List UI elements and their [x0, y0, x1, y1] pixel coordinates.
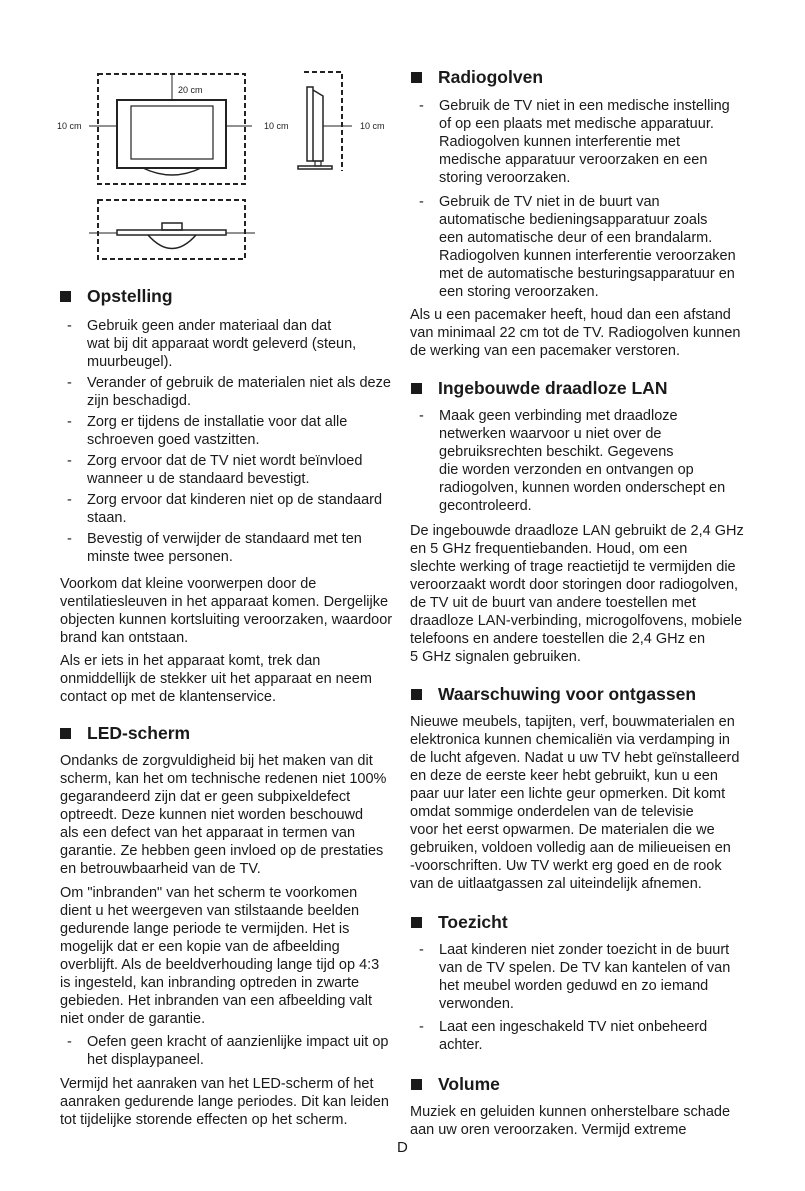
list-item: - Bevestig of verwijder de standaard met ten minste twee personen. [67, 531, 362, 565]
paragraph: Vermijd het aanraken van het LED-scherm of het aanraken gedurende lange periodes. Dit kan leiden tot tijdelijke storende effecten op het scherm. [60, 1076, 389, 1128]
bullet-square-icon [411, 72, 422, 83]
bullet-square-icon [60, 291, 71, 302]
section-heading-ontgassen [409, 683, 754, 705]
tv-front-icon [117, 100, 226, 168]
section-heading-volume [409, 1073, 754, 1095]
lan-list [412, 407, 757, 518]
section-heading-opstelling [58, 285, 398, 307]
paragraph: Nieuwe meubels, tapijten, verf, bouwmaterialen en elektronica kunnen chemicaliën via verdamping in de lucht afgeven. Nadat u uw TV hebt geïnstalleerd en deze de eerste keer hebt gebruikt, kun u een paar uur later een lichte geur opmerken. Dit komt omdat sommige onderdelen van de televisie voor het eerst opwarmen. De materialen die we gebruiken, voldoen volledig aan de milieueisen en -voorschriften. Uw TV werkt erg goed en de rook van de uitlaatgassen zal uiteindelijk afnemen. [410, 714, 740, 892]
right-gap-label: 10 cm [264, 121, 289, 131]
paragraph: Ondanks de zorgvuldigheid bij het maken van dit scherm, kan het om technische redenen niet 100% gegarandeerd zijn dat er geen subpixeldefect optreedt. Deze kunnen niet worden beschouwd als een defect van het apparaat in termen van garantie. Ze hebben geen invloed op de prestaties en betrouwbaarheid van de TV. [60, 753, 387, 877]
list-item: - Gebruik de TV niet in een medische instelling of op een plaats met medische apparatuur. Radiogolven kunnen interferentie met medische apparatuur veroorzaken en een storing veroorzaken. [419, 98, 730, 186]
paragraph: De ingebouwde draadloze LAN gebruikt de 2,4 GHz en 5 GHz frequentiebanden. Houd, om een slechte werking of trage reactietijd te vermijden die veroorzaakt wordt door storingen door radiogolven, de TV uit de buurt van andere toestellen met draadloze LAN-verbinding, microgolfovens, mobiele telefoons en andere toestellen die 2,4 GHz en 5 GHz signalen gebruiken. [410, 523, 744, 665]
section-heading-lan [409, 377, 754, 399]
heading-text: LED-scherm [87, 723, 191, 743]
bullet-square-icon [411, 917, 422, 928]
section-heading-radiogolven [409, 66, 754, 88]
list-item: - Maak geen verbinding met draadloze netwerken waarvoor u niet over de gebruiksrechten beschikt. Gegevens die worden verzonden en ontvangen op radiogolven, kunnen worden onderschept en gecontroleerd. [419, 408, 726, 514]
opstelling-list [60, 317, 405, 569]
radio-list [412, 97, 757, 307]
list-item: - Gebruik de TV niet in de buurt van automatische bedieningsapparatuur zoals een automatische deur of een brandalarm. Radiogolven kunnen interferentie veroorzaken met de automatische besturingsapparatuur en een storing veroorzaken. [419, 194, 736, 300]
list-item: - Zorg ervoor dat kinderen niet op de standaard staan. [67, 492, 383, 526]
paragraph: Als er iets in het apparaat komt, trek dan onmiddellijk de stekker uit het apparaat en neem contact op met de klantenservice. [60, 653, 372, 705]
section-heading-led-scherm [58, 722, 398, 744]
heading-text: Waarschuwing voor ontgassen [438, 684, 697, 704]
list-item: - Gebruik geen ander materiaal dan dat wat bij dit apparaat wordt geleverd (steun, muurbeugel). [67, 318, 357, 370]
bullet-square-icon [60, 728, 71, 739]
paragraph: Voorkom dat kleine voorwerpen door de ventilatiesleuven in het apparaat komen. Dergelijke objecten kunnen kortsluiting veroorzaken, waardoor brand kan ontstaan. [60, 576, 393, 646]
heading-text: Toezicht [438, 912, 508, 932]
paragraph: Muziek en geluiden kunnen onherstelbare schade aan uw oren veroorzaken. Vermijd extreme [410, 1104, 731, 1138]
list-item: - Laat kinderen niet zonder toezicht in de buurt van de TV spelen. De TV kan kantelen of van het meubel worden geduwd en zo iemand verwonden. [419, 942, 731, 1012]
heading-text: Radiogolven [438, 67, 544, 87]
list-item: - Oefen geen kracht of aanzienlijke impact uit op het displaypaneel. [67, 1034, 389, 1068]
bullet-square-icon [411, 383, 422, 394]
paragraph: Als u een pacemaker heeft, houd dan een afstand van minimaal 22 cm tot de TV. Radiogolven kunnen de werking van een pacemaker verstoren. [410, 307, 741, 359]
heading-text: Ingebouwde draadloze LAN [438, 378, 668, 398]
list-item: - Laat een ingeschakeld TV niet onbeheerd achter. [419, 1019, 708, 1053]
left-gap-label: 10 cm [57, 121, 82, 131]
tv-placement-diagram [0, 0, 400, 270]
tv-side-icon [307, 87, 313, 161]
page-label: D [397, 1139, 408, 1156]
list-item: - Zorg ervoor dat de TV niet wordt beïnvloed wanneer u de standaard bevestigt. [67, 453, 363, 487]
bullet-square-icon [411, 1079, 422, 1090]
bullet-square-icon [411, 689, 422, 700]
list-item: - Zorg er tijdens de installatie voor dat alle schroeven goed vastzitten. [67, 414, 348, 448]
paragraph: Om "inbranden" van het scherm te voorkomen dient u het weergeven van stilstaande beelden gedurende lange periode te vermijden. Het is mogelijk dat er een kopie van de afbeelding overblijft. Als de beeldverhouding lange tijd op 4:3 is ingesteld, kan inbranding optreden in zwarte gebieden. Het inbranden van een afbeelding valt niet onder de garantie. [60, 885, 380, 1027]
heading-text: Opstelling [87, 286, 173, 306]
list-item: - Verander of gebruik de materialen niet als deze zijn beschadigd. [67, 375, 391, 409]
top-gap-label: 20 cm [178, 85, 203, 95]
led-list [60, 1033, 405, 1072]
heading-text: Volume [438, 1074, 500, 1094]
section-heading-toezicht [409, 911, 754, 933]
toezicht-list [412, 941, 757, 1059]
side-gap-label: 10 cm [360, 121, 385, 131]
